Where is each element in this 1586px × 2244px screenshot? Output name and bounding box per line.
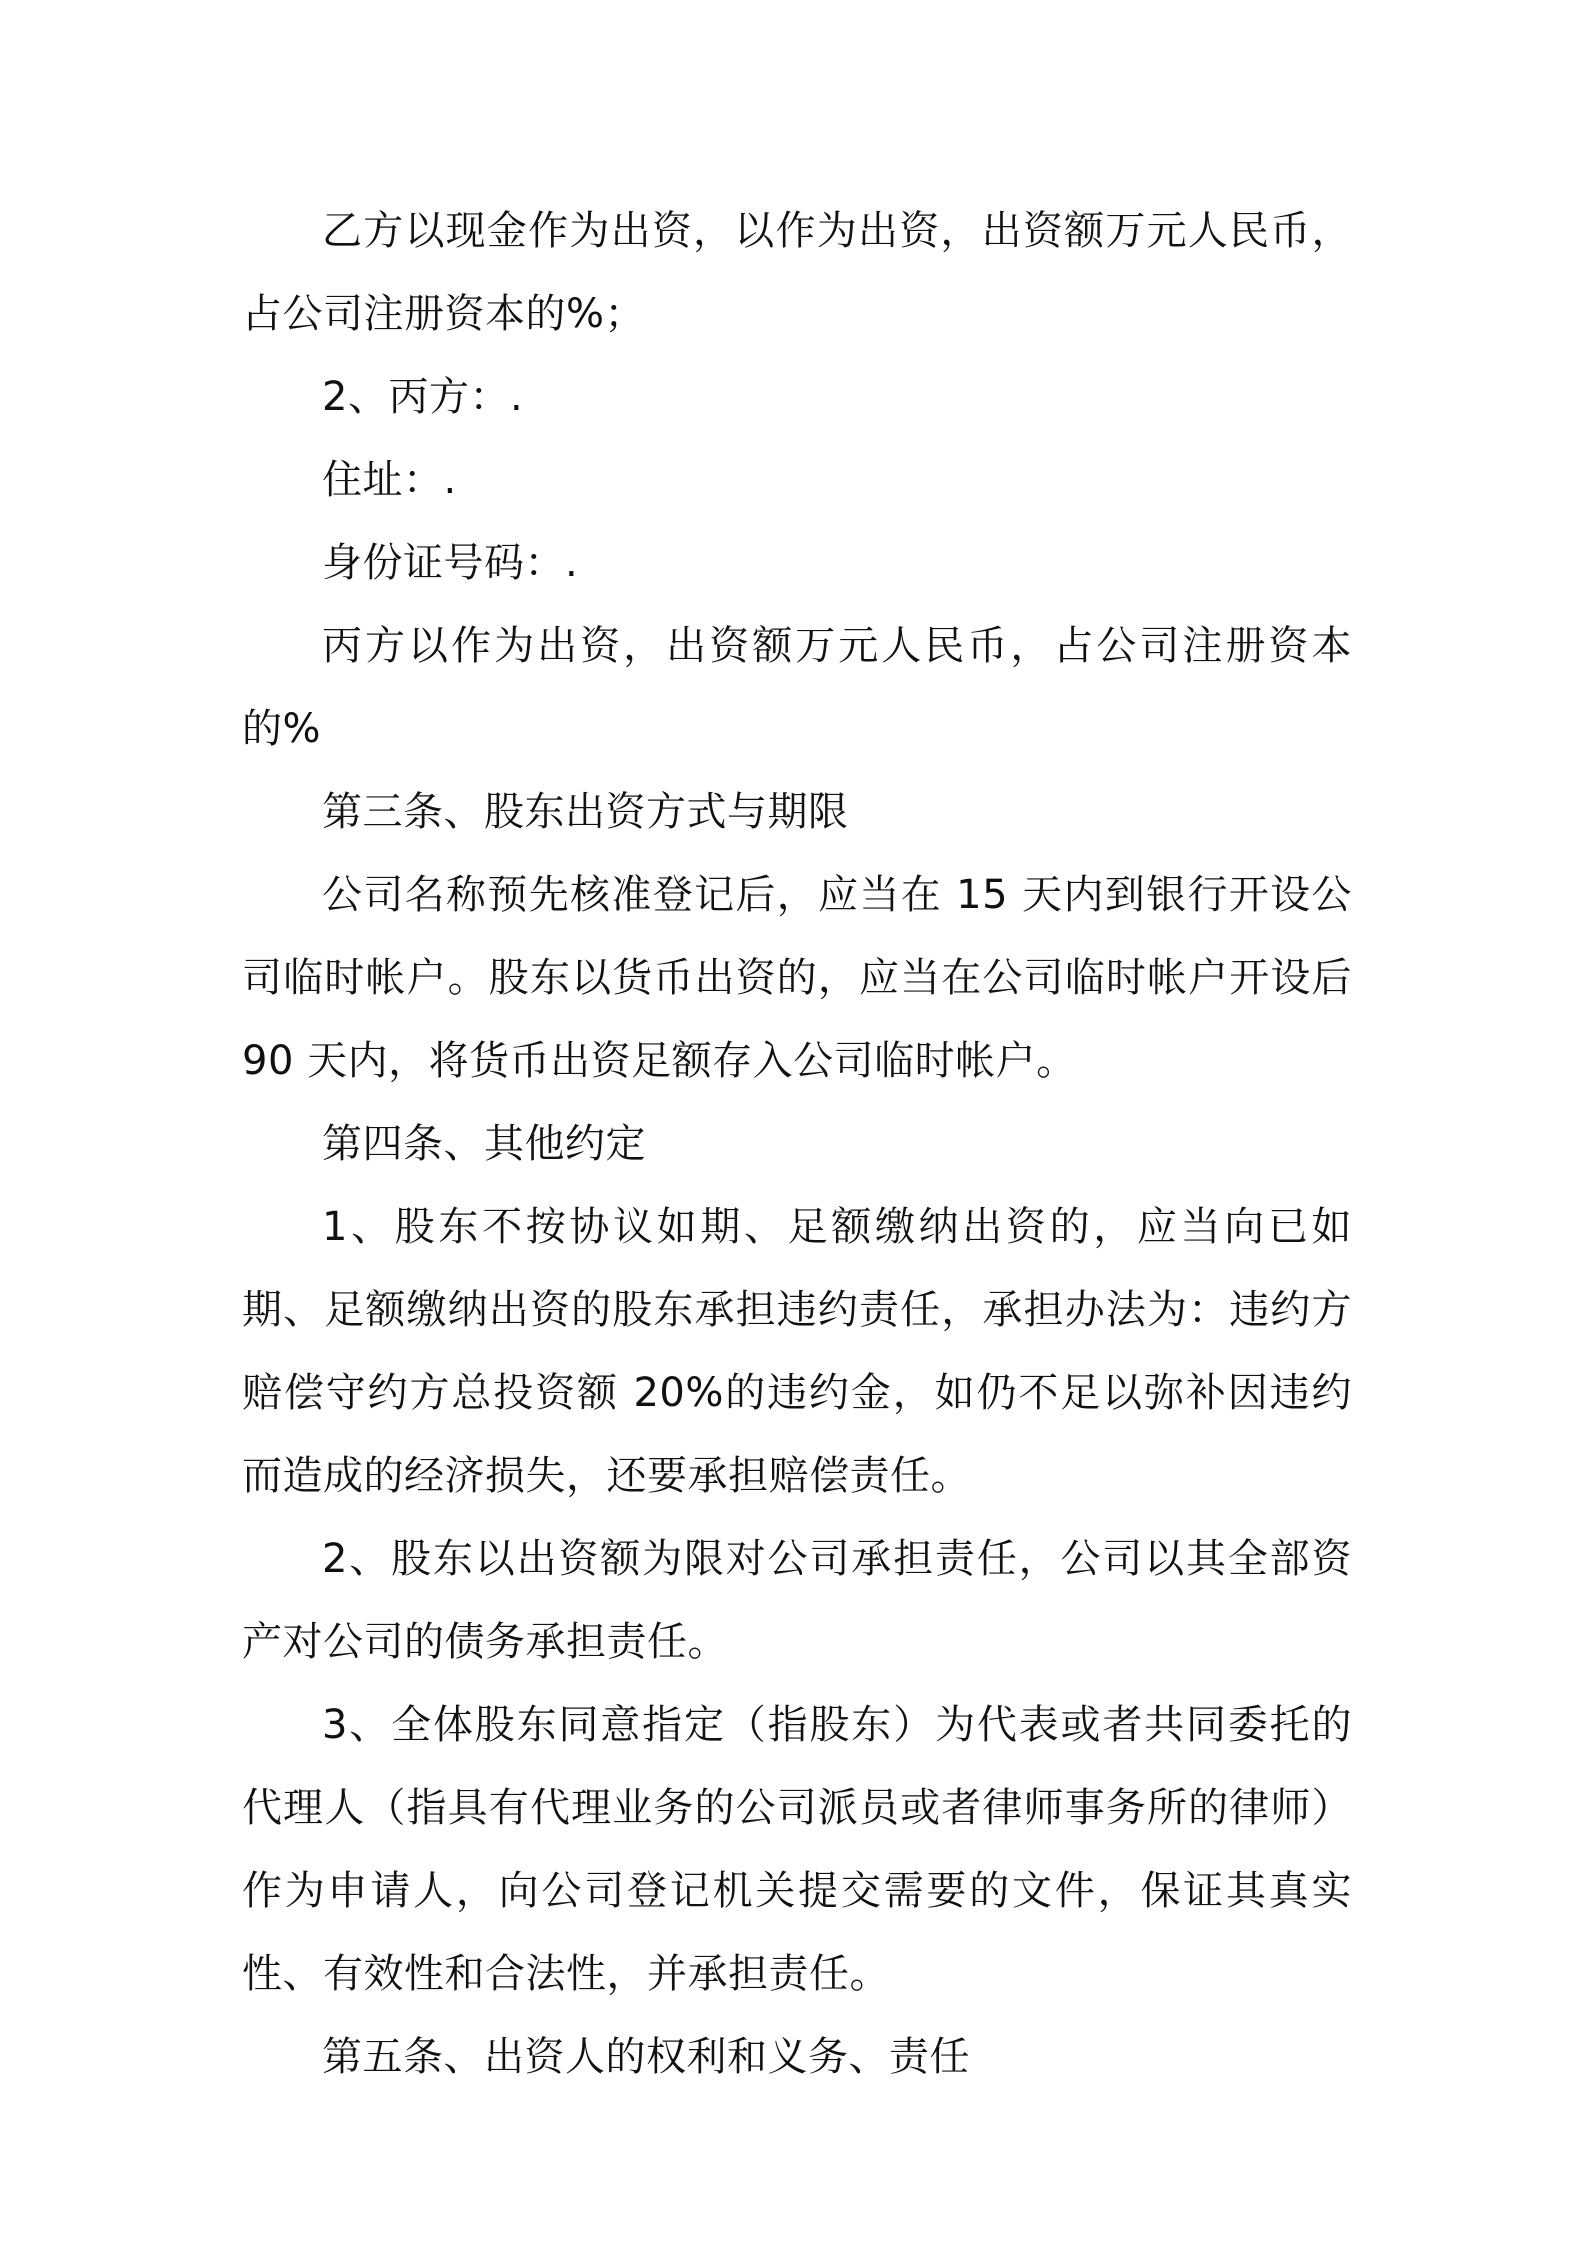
paragraph-party-c-heading: 2、丙方：. (322, 374, 524, 420)
article-3-body: 公司名称预先核准登记后，应当在 15 天内到银行开设公司临时帐户。股东以货币出资的，应当在公司临时帐户开设后 90 天内，将货币出资足额存入公司临时帐户。 (242, 872, 1352, 1084)
paragraph-party-c-contribution: 丙方以作为出资，出资额万元人民币，占公司注册资本的% (242, 623, 1352, 752)
paragraph-party-c-address: 住址：. (322, 457, 457, 503)
article-3-heading: 第三条、股东出资方式与期限 (322, 789, 849, 835)
article-5-heading: 第五条、出资人的权利和义务、责任 (322, 2034, 970, 2080)
article-4-clause-1: 1、股东不按协议如期、足额缴纳出资的，应当向已如期、足额缴纳出资的股东承担违约责任，承担办法为：违约方赔偿守约方总投资额 20%的违约金，如仍不足以弥补因违约而造成的经济损失，还要承担赔偿责任。 (242, 1204, 1352, 1499)
paragraph-party-b-contribution: 乙方以现金作为出资，以作为出资，出资额万元人民币，占公司注册资本的%； (242, 208, 1352, 337)
article-4-clause-2: 2、股东以出资额为限对公司承担责任，公司以其全部资产对公司的债务承担责任。 (242, 1536, 1352, 1665)
article-4-heading: 第四条、其他约定 (322, 1121, 646, 1167)
paragraph-party-c-id-number: 身份证号码：. (322, 540, 579, 586)
article-4-clause-3: 3、全体股东同意指定（指股东）为代表或者共同委托的代理人（指具有代理业务的公司派员或者律师事务所的律师）作为申请人，向公司登记机关提交需要的文件，保证其真实性、有效性和合法性，并承担责任。 (242, 1702, 1352, 1997)
document-body (242, 190, 1352, 2099)
